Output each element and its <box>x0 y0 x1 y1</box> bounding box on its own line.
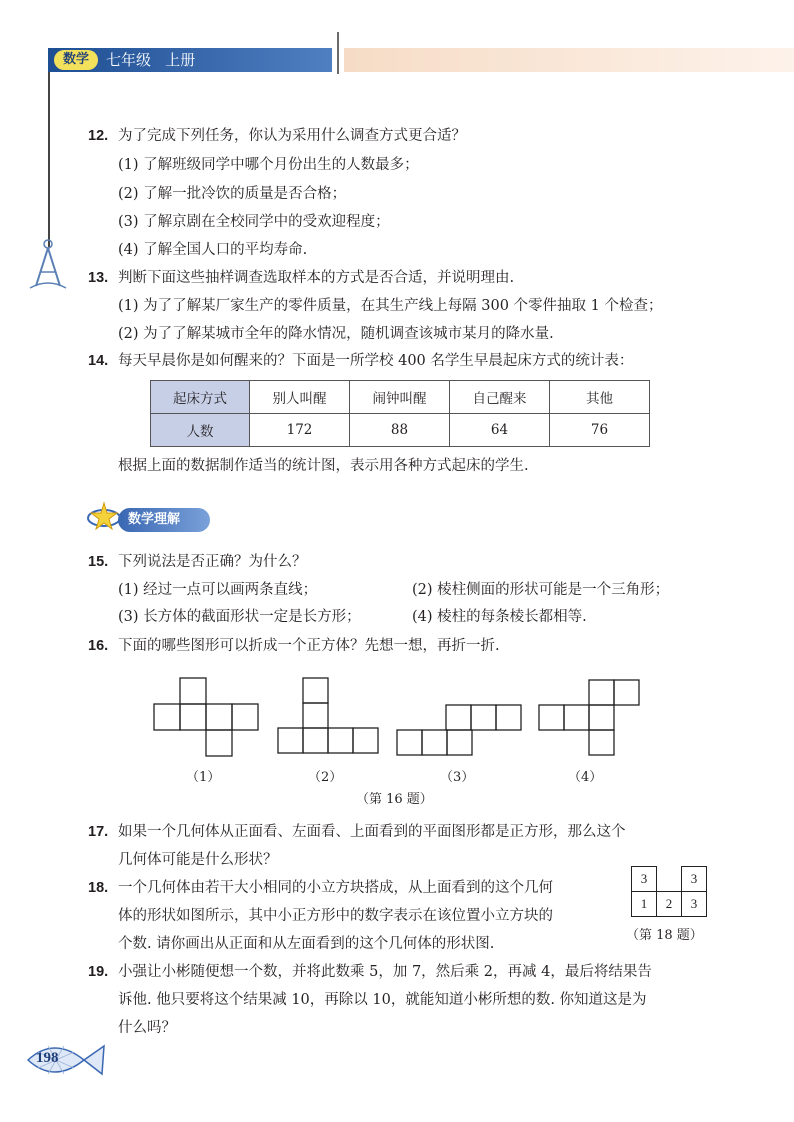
question-16 <box>88 636 500 656</box>
column-header: 自己醒来 <box>450 381 550 414</box>
q14-followup: 根据上面的数据制作适当的统计图，表示用各种方式起床的学生. <box>118 458 529 474</box>
question-number: 19. <box>88 964 109 980</box>
grid-cell: 3 <box>682 867 707 892</box>
question-text: 下面的哪些图形可以折成一个正方体？先想一想，再折一折. <box>118 638 500 654</box>
star-orbit-icon <box>86 500 122 534</box>
question-number: 17. <box>88 824 109 840</box>
grid-cell: 1 <box>632 892 657 917</box>
q12-item-2: (2) 了解一批冷饮的质量是否合格； <box>118 186 347 202</box>
net-2 <box>278 678 378 753</box>
section-title: 数学理解 <box>118 508 210 532</box>
q19-line-3: 什么吗？ <box>118 1020 176 1036</box>
subject-badge: 数学 <box>54 50 98 70</box>
table-cell: 64 <box>450 414 550 447</box>
q15-item-1: (1) 经过一点可以画两条直线； <box>118 582 318 598</box>
question-15 <box>88 552 307 572</box>
table-cell: 172 <box>250 414 350 447</box>
question-13 <box>88 268 514 288</box>
net-4 <box>539 680 639 755</box>
figure-label-2: （2） <box>308 770 343 785</box>
q12-item-4: (4) 了解全国人口的平均寿命. <box>118 242 308 258</box>
net-1 <box>154 678 258 756</box>
figure-label-1: （1） <box>186 770 221 785</box>
q18-line-3: 个数. 请你画出从正面和从左面看到的这个几何体的形状图. <box>118 936 495 952</box>
header-divider <box>337 32 339 74</box>
grid-row <box>632 892 707 917</box>
question-number: 18. <box>88 880 109 896</box>
row-header: 起床方式 <box>151 381 250 414</box>
question-17 <box>88 822 626 842</box>
question-text-line-1: 一个几何体由若干大小相同的小立方块搭成，从上面看到的这个几何 <box>118 880 553 896</box>
question-text: 为了完成下列任务，你认为采用什么调查方式更合适？ <box>118 128 466 144</box>
q12-item-3: (3) 了解京剧在全校同学中的受欢迎程度； <box>118 214 390 230</box>
net-3 <box>397 705 521 755</box>
cube-nets-figure <box>150 676 650 764</box>
question-text-line-1: 如果一个几何体从正面看、左面看、上面看到的平面图形都是正方形，那么这个 <box>118 824 626 840</box>
book-title: 七年级 上册 <box>106 51 196 69</box>
grid-cell-empty <box>657 867 682 892</box>
question-text-line-1: 小强让小彬随便想一个数，并将此数乘 5，加 7，然后乘 2，再减 4，最后将结果告 <box>118 964 652 980</box>
wakeup-stat-table <box>150 380 650 447</box>
question-number: 15. <box>88 554 109 570</box>
question-19 <box>88 962 652 982</box>
grid-cell: 3 <box>682 892 707 917</box>
table-cell: 88 <box>350 414 450 447</box>
question-number: 14. <box>88 353 109 369</box>
question-text: 每天早晨你是如何醒来的？下面是一所学校 400 名学生早晨起床方式的统计表： <box>118 353 634 369</box>
figure-caption-16: （第 16 题） <box>356 792 433 807</box>
q18-line-2: 体的形状如图所示，其中小正方形中的数字表示在该位置小立方块的 <box>118 908 553 924</box>
q15-item-4: (4) 棱柱的每条棱长都相等. <box>412 609 587 625</box>
figure-label-3: （3） <box>440 770 475 785</box>
grid-cell: 2 <box>657 892 682 917</box>
question-number: 12. <box>88 128 109 144</box>
column-header: 其他 <box>550 381 650 414</box>
q12-item-1: (1) 了解班级同学中哪个月份出生的人数最多； <box>118 157 419 173</box>
table-cell: 76 <box>550 414 650 447</box>
compass-icon <box>26 238 70 294</box>
page-number: 198 <box>36 1050 59 1066</box>
question-number: 13. <box>88 270 109 286</box>
table-row <box>151 381 650 414</box>
top-view-grid <box>631 866 707 917</box>
figure-caption-18: （第 18 题） <box>626 928 703 943</box>
question-text: 判断下面这些抽样调查选取样本的方式是否合适，并说明理由. <box>118 270 515 286</box>
table-row <box>151 414 650 447</box>
q15-item-2: (2) 棱柱侧面的形状可能是一个三角形； <box>412 582 670 598</box>
figure-label-4: （4） <box>568 770 603 785</box>
q13-item-1: (1) 为了了解某厂家生产的零件质量，在其生产线上每隔 300 个零件抽取 1 个检查； <box>118 298 663 314</box>
grid-cell: 3 <box>632 867 657 892</box>
q19-line-2: 诉他. 他只要将这个结果减 10，再除以 10，就能知道小彬所想的数. 你知道这是为 <box>118 992 647 1008</box>
question-14 <box>88 351 633 371</box>
q13-item-2: (2) 为了了解某城市全年的降水情况，随机调查该城市某月的降水量. <box>118 326 554 342</box>
question-number: 16. <box>88 638 109 654</box>
margin-line <box>48 72 50 247</box>
column-header: 闹钟叫醒 <box>350 381 450 414</box>
q17-line-2: 几何体可能是什么形状？ <box>118 852 278 868</box>
row-header: 人数 <box>151 414 250 447</box>
header-right-band <box>344 48 794 72</box>
q15-item-3: (3) 长方体的截面形状一定是长方形； <box>118 609 361 625</box>
question-12 <box>88 126 466 146</box>
question-text: 下列说法是否正确？为什么？ <box>118 554 307 570</box>
question-18 <box>88 878 553 898</box>
column-header: 别人叫醒 <box>250 381 350 414</box>
grid-row <box>632 867 707 892</box>
